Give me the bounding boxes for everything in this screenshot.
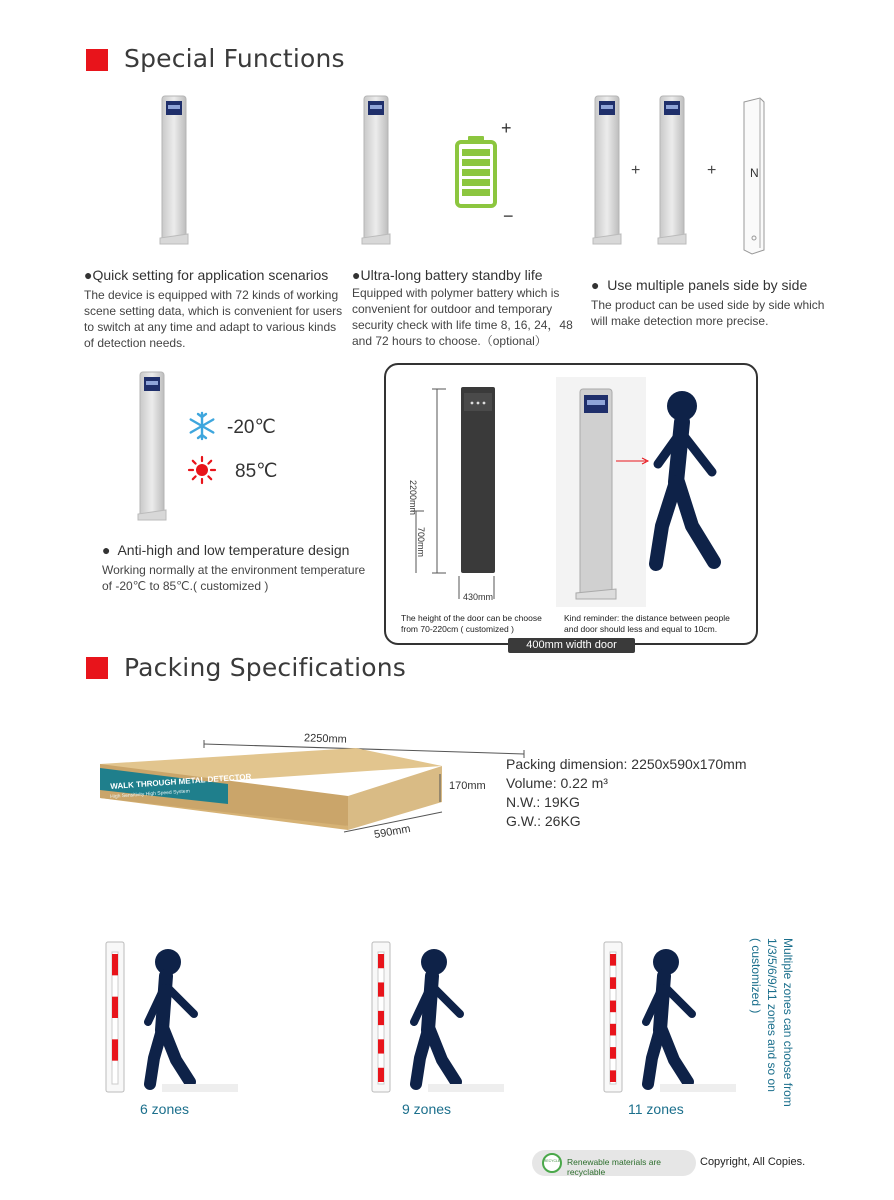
zone-stripe [112,954,118,975]
zone-label-11: 11 zones [628,1101,684,1117]
feature-heading: ●Quick setting for application scenarios [84,267,329,283]
packing-dimension: Packing dimension: 2250x590x170mm [506,756,747,772]
gate-image [591,96,627,252]
zones-note: Multiple zones can choose from 1/3/5/6/9/11 zones and so on ( customized ) [749,938,795,1107]
battery-plus: + [501,118,512,138]
snowflake-icon [187,411,217,441]
walking-person-icon [148,949,194,1084]
zone-label-9: 9 zones [402,1101,452,1117]
section-marker [86,49,108,71]
panel-plus: + [707,162,717,179]
packing-volume: Volume: 0.22 m³ [506,775,608,791]
width-badge: 400mm width door [508,638,635,653]
feature-body: Equipped with polymer battery which is convenient for outdoor and temporary security check with life time 8, 16, 24，48 and 72 hours to choose.（optional） [352,286,573,348]
dimension-700: 700mm [416,527,426,558]
packing-height-label: 170mm [449,780,486,792]
packing-width-label: 590mm [373,822,412,842]
temperature-hot: 85℃ [235,461,278,482]
packing-gross-weight: G.W.: 26KG [506,813,581,829]
zone-stripe [378,1068,384,1082]
zone-stripe [112,1039,118,1060]
feature-heading: ● Anti-high and low temperature design [102,542,350,558]
walking-person-icon [648,386,728,572]
zone-stripe [610,1047,616,1059]
feature-body: The product can be used side by side which will make detection more precise. [591,298,825,328]
packing-length-label: 2250mm [303,732,347,746]
panel-plus: + [631,162,641,179]
recycle-text: Renewable materials are recyclable [567,1157,662,1177]
zone-stripe [610,1001,616,1013]
zone-stripe [112,997,118,1018]
zone-figure-11 [600,938,740,1098]
gate-image [136,372,172,528]
gate-image [360,96,396,252]
copyright-text: Copyright, All Copies. [700,1156,806,1168]
zone-stripe [610,977,616,989]
section-title-packing: Packing Specifications [124,653,407,682]
zone-stripe [378,982,384,996]
feature-heading: ● Use multiple panels side by side [591,277,808,293]
recycle-icon-label: RECYCLE [543,1159,561,1163]
box-brand-label: WALK THROUGH METAL DETECTOR [110,772,252,791]
walking-person-icon [646,949,692,1084]
sun-icon [188,456,216,484]
walking-person-icon [414,949,460,1084]
section-marker [86,657,108,679]
zone-stripe [610,1024,616,1036]
feature-heading: ●Ultra-long battery standby life [352,267,543,283]
temperature-cold: -20℃ [227,417,276,438]
feature-body: The device is equipped with 72 kinds of working scene setting data, which is convenient for users to switch at any time and adapt to various kinds of detection needs. [84,288,343,350]
zone-stripe [378,954,384,968]
zone-figure-9 [368,938,508,1098]
zone-label-6: 6 zones [140,1101,190,1117]
packing-net-weight: N.W.: 19KG [506,794,580,810]
battery-minus: − [503,206,514,226]
recycle-badge [532,1150,696,1176]
packing-specs [506,755,746,831]
box-brand-sublabel: High Sensitivity High Speed System [110,788,190,800]
gate-image [158,96,194,252]
battery-icon [455,136,497,208]
zone-stripe [610,954,616,966]
zone-stripe [610,1070,616,1082]
panel-n: N [750,166,759,180]
dimension-caption-left: The height of the door can be choose from 70-220cm ( customized ) [401,613,542,634]
recycle-icon [542,1153,562,1173]
zone-stripe [378,1011,384,1025]
section-title-special-functions: Special Functions [124,44,345,73]
zone-figure-6 [102,938,242,1098]
dimension-2200: 2200mm [408,480,418,516]
gate-image [656,96,692,252]
feature-body: Working normally at the environment temperature of -20℃ to 85℃.( customized ) [102,563,366,593]
zone-stripe [378,1039,384,1053]
dimension-430: 430mm [463,592,494,602]
dimension-caption-right: Kind reminder: the distance between people and door should less and equal to 10cm. [564,613,730,634]
